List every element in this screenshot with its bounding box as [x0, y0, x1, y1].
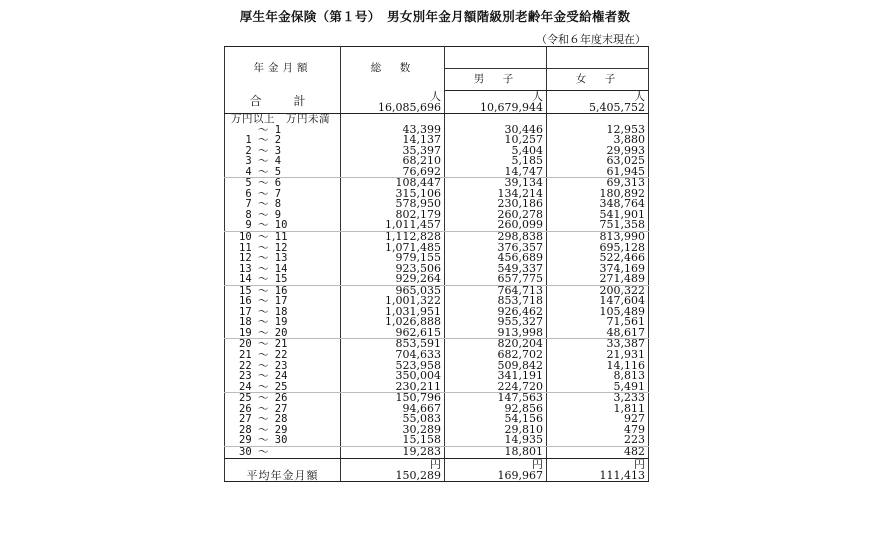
range-cell: 16 ～ 17: [225, 296, 341, 307]
total-cell: 1,112,828: [341, 232, 445, 243]
as-of-date: （令和６年度末現在）: [536, 33, 646, 46]
female-cell: 374,169: [547, 264, 649, 275]
unit-label: 円: [532, 458, 543, 471]
total-cell: 15,158: [341, 435, 445, 446]
female-cell: 14,116: [547, 361, 649, 372]
table-row: [225, 328, 649, 339]
total-female: 人 5,405,752: [547, 91, 649, 114]
female-cell: 8,813: [547, 371, 649, 382]
table-row: [225, 189, 649, 200]
female-cell: 541,901: [547, 210, 649, 221]
male-cell: 5,185: [445, 156, 547, 167]
female-cell: 71,561: [547, 317, 649, 328]
female-cell: 348,764: [547, 199, 649, 210]
total-cell: 1,001,322: [341, 296, 445, 307]
female-cell: 695,128: [547, 243, 649, 254]
range-cell: 4 ～ 5: [225, 167, 341, 178]
female-cell: 1,811: [547, 404, 649, 415]
male-cell: 657,775: [445, 274, 547, 285]
total-cell: 94,667: [341, 404, 445, 415]
male-cell: 5,404: [445, 146, 547, 157]
header-male: 男 子: [445, 69, 547, 91]
average-male: 円 169,967: [445, 458, 547, 481]
female-cell: 927: [547, 414, 649, 425]
female-cell: 271,489: [547, 274, 649, 285]
male-cell: 926,462: [445, 307, 547, 318]
range-cell: 29 ～ 30: [225, 435, 341, 446]
total-cell: 230,211: [341, 382, 445, 393]
total-cell: 55,083: [341, 414, 445, 425]
range-header-row: [225, 114, 649, 125]
table-row: [225, 178, 649, 189]
average-row: [225, 458, 649, 481]
male-cell: 853,718: [445, 296, 547, 307]
table-row: [225, 404, 649, 415]
female-cell: 63,025: [547, 156, 649, 167]
table-row: [225, 393, 649, 404]
table-row: [225, 125, 649, 136]
average-label: 平均年金月額: [225, 458, 341, 481]
total-cell: 1,011,457: [341, 220, 445, 231]
header-spacer: [547, 47, 649, 69]
table-row: [225, 382, 649, 393]
table-row: [225, 146, 649, 157]
male-cell: 30,446: [445, 125, 547, 136]
unit-label: 円: [634, 458, 645, 471]
total-cell: 76,692: [341, 167, 445, 178]
total-cell: 962,615: [341, 328, 445, 339]
male-cell: 509,842: [445, 361, 547, 372]
male-cell: 14,747: [445, 167, 547, 178]
range-cell: 8 ～ 9: [225, 210, 341, 221]
table-row: [225, 446, 649, 458]
average-total: 円 150,289: [341, 458, 445, 481]
header-spacer: [445, 47, 547, 69]
table-row: [225, 220, 649, 231]
total-cell: 19,283: [341, 446, 445, 458]
range-cell: 30 ～: [225, 446, 341, 458]
male-cell: 224,720: [445, 382, 547, 393]
range-cell: 12 ～ 13: [225, 253, 341, 264]
table-row: [225, 296, 649, 307]
range-cell: 27 ～ 28: [225, 414, 341, 425]
table-row: [225, 156, 649, 167]
unit-label: 人: [634, 90, 645, 103]
male-cell: 54,156: [445, 414, 547, 425]
male-cell: 682,702: [445, 350, 547, 361]
table-row: [225, 307, 649, 318]
range-cell: 18 ～ 19: [225, 317, 341, 328]
female-cell: 48,617: [547, 328, 649, 339]
range-cell: 3 ～ 4: [225, 156, 341, 167]
female-cell: 482: [547, 446, 649, 458]
total-label: 合 計: [225, 91, 341, 114]
range-cell: 6 ～ 7: [225, 189, 341, 200]
total-cell: 43,399: [341, 125, 445, 136]
table-row: [225, 274, 649, 285]
male-cell: 913,998: [445, 328, 547, 339]
female-cell: 479: [547, 425, 649, 436]
total-cell: 68,210: [341, 156, 445, 167]
range-cell: 25 ～ 26: [225, 393, 341, 404]
range-cell: ～ 1: [225, 125, 341, 136]
table-row: [225, 425, 649, 436]
range-cell: 15 ～ 16: [225, 285, 341, 296]
table-row: [225, 414, 649, 425]
unit-label: 人: [430, 90, 441, 103]
female-cell: 813,990: [547, 232, 649, 243]
female-cell: 180,892: [547, 189, 649, 200]
male-cell: 341,191: [445, 371, 547, 382]
female-cell: 33,387: [547, 339, 649, 350]
table-row: [225, 339, 649, 350]
header-row: [225, 47, 649, 69]
total-cell: 1,071,485: [341, 243, 445, 254]
male-cell: 14,935: [445, 435, 547, 446]
range-cell: 7 ～ 8: [225, 199, 341, 210]
total-cell: 108,447: [341, 178, 445, 189]
total-cell: 1,026,888: [341, 317, 445, 328]
range-cell: 22 ～ 23: [225, 361, 341, 372]
range-cell: 21 ～ 22: [225, 350, 341, 361]
header-total: 総 数: [341, 47, 445, 91]
document-title: 厚生年金保険（第１号） 男女別年金月額階級別老齢年金受給権者数: [239, 9, 631, 24]
table-row: [225, 167, 649, 178]
male-cell: 230,186: [445, 199, 547, 210]
female-cell: 522,466: [547, 253, 649, 264]
male-cell: 260,099: [445, 220, 547, 231]
female-cell: 29,993: [547, 146, 649, 157]
total-cell: 853,591: [341, 339, 445, 350]
table-row: [225, 253, 649, 264]
total-cell: 802,179: [341, 210, 445, 221]
total-all: 人 16,085,696: [341, 91, 445, 114]
table-row: [225, 435, 649, 446]
range-cell: 28 ～ 29: [225, 425, 341, 436]
female-cell: 200,322: [547, 285, 649, 296]
average-female: 円 111,413: [547, 458, 649, 481]
total-cell: 704,633: [341, 350, 445, 361]
range-cell: 2 ～ 3: [225, 146, 341, 157]
range-header: 万円以上 万円未満: [225, 114, 341, 125]
total-cell: 35,397: [341, 146, 445, 157]
table-row: [225, 135, 649, 146]
range-cell: 23 ～ 24: [225, 371, 341, 382]
range-cell: 17 ～ 18: [225, 307, 341, 318]
total-cell: 30,289: [341, 425, 445, 436]
male-cell: 298,838: [445, 232, 547, 243]
female-cell: 61,945: [547, 167, 649, 178]
female-cell: 105,489: [547, 307, 649, 318]
range-cell: 14 ～ 15: [225, 274, 341, 285]
table-row: [225, 317, 649, 328]
range-cell: 9 ～ 10: [225, 220, 341, 231]
table-row: [225, 264, 649, 275]
range-cell: 11 ～ 12: [225, 243, 341, 254]
range-cell: 13 ～ 14: [225, 264, 341, 275]
total-male: 人 10,679,944: [445, 91, 547, 114]
table-row: [225, 285, 649, 296]
total-cell: 965,035: [341, 285, 445, 296]
range-cell: 5 ～ 6: [225, 178, 341, 189]
total-cell: 523,958: [341, 361, 445, 372]
male-cell: 955,327: [445, 317, 547, 328]
male-cell: 260,278: [445, 210, 547, 221]
unit-label: 円: [430, 458, 441, 471]
female-cell: 21,931: [547, 350, 649, 361]
total-cell: 150,796: [341, 393, 445, 404]
table-row: [225, 232, 649, 243]
range-cell: 1 ～ 2: [225, 135, 341, 146]
male-cell: 18,801: [445, 446, 547, 458]
female-cell: 223: [547, 435, 649, 446]
unit-label: 人: [532, 90, 543, 103]
header-monthly-amount: 年金月額: [225, 47, 341, 91]
male-cell: 376,357: [445, 243, 547, 254]
total-cell: 578,950: [341, 199, 445, 210]
male-cell: 549,337: [445, 264, 547, 275]
range-cell: 26 ～ 27: [225, 404, 341, 415]
male-cell: 92,856: [445, 404, 547, 415]
range-cell: 10 ～ 11: [225, 232, 341, 243]
total-cell: 350,004: [341, 371, 445, 382]
female-cell: 69,313: [547, 178, 649, 189]
table-row: [225, 361, 649, 372]
pension-table: [224, 46, 649, 482]
total-cell: 923,506: [341, 264, 445, 275]
table-row: [225, 210, 649, 221]
header-female: 女 子: [547, 69, 649, 91]
male-cell: 147,563: [445, 393, 547, 404]
female-cell: 751,358: [547, 220, 649, 231]
female-cell: 12,953: [547, 125, 649, 136]
table-row: [225, 199, 649, 210]
male-cell: 10,257: [445, 135, 547, 146]
male-cell: 456,689: [445, 253, 547, 264]
total-cell: 1,031,951: [341, 307, 445, 318]
female-cell: 3,233: [547, 393, 649, 404]
total-cell: 929,264: [341, 274, 445, 285]
female-cell: 5,491: [547, 382, 649, 393]
table-row: [225, 350, 649, 361]
total-cell: 315,106: [341, 189, 445, 200]
total-cell: 979,155: [341, 253, 445, 264]
male-cell: 134,214: [445, 189, 547, 200]
female-cell: 3,880: [547, 135, 649, 146]
male-cell: 39,134: [445, 178, 547, 189]
table-row: [225, 371, 649, 382]
male-cell: 29,810: [445, 425, 547, 436]
female-cell: 147,604: [547, 296, 649, 307]
total-row: [225, 91, 649, 114]
range-cell: 19 ～ 20: [225, 328, 341, 339]
male-cell: 764,713: [445, 285, 547, 296]
range-cell: 24 ～ 25: [225, 382, 341, 393]
male-cell: 820,204: [445, 339, 547, 350]
table-row: [225, 243, 649, 254]
total-cell: 14,137: [341, 135, 445, 146]
range-cell: 20 ～ 21: [225, 339, 341, 350]
